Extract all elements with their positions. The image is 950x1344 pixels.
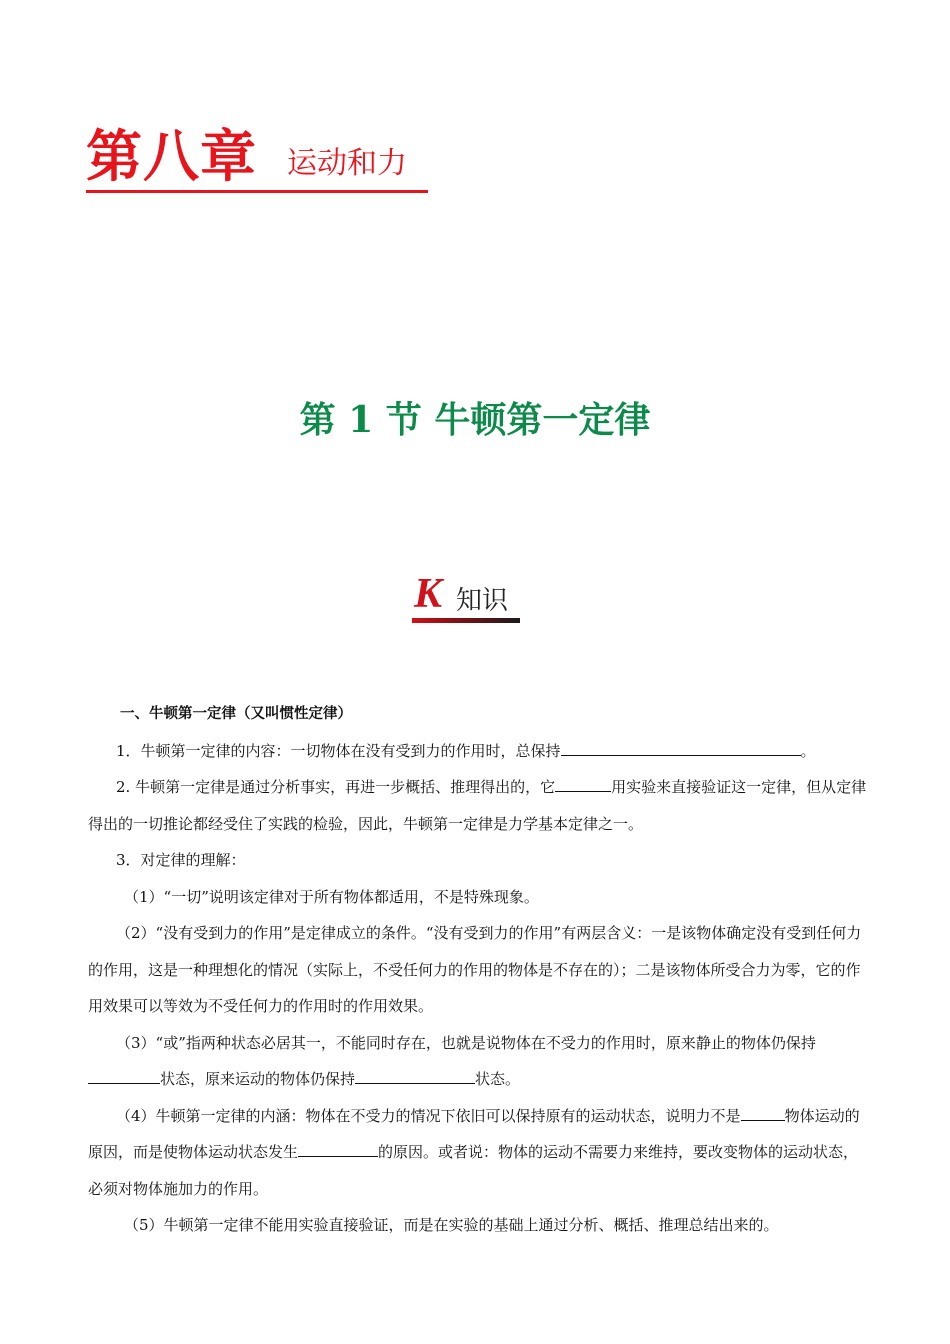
fill-blank[interactable] bbox=[741, 1102, 785, 1121]
fill-blank[interactable] bbox=[355, 1065, 475, 1084]
paragraph-1: 1．牛顿第一定律的内容：一切物体在没有受到力的作用时，总保持 。 bbox=[88, 733, 868, 770]
fill-blank[interactable] bbox=[298, 1138, 378, 1157]
paragraph-5: （2）“没有受到力的作用”是定律成立的条件。“没有受到力的作用”有两层含义：一是该物体确定没有受到任何力的作用，这是一种理想化的情况（实际上，不受任何力的作用的物体是不存在的）；二是该物体所受合力为零，它的作用效果可以等效为不受任何力的作用时的作用效果。 bbox=[88, 924, 862, 1015]
knowledge-badge-underline bbox=[412, 618, 520, 623]
paragraph-7: （4）牛顿第一定律的内涵：物体在不受力的情况下依旧可以保持原有的运动状态，说明力不是 物体运动的原因，而是使物体运动状态发生 的原因。或者说：物体的运动不需要力来维持，要改变物体的运动状态，必须对物体施加力的作用。 bbox=[88, 1098, 868, 1208]
paragraph-2: 2. 牛顿第一定律是通过分析事实，再进一步概括、推理得出的，它 用实验来直接验证这一定律，但从定律得出的一切推论都经受住了实践的检验，因此，牛顿第一定律是力学基本定律之一。 bbox=[88, 769, 868, 842]
section-title: 第 1 节 牛顿第一定律 bbox=[299, 399, 651, 441]
knowledge-badge-letter: K bbox=[414, 571, 443, 617]
chapter-name: 运动和力 bbox=[287, 146, 407, 181]
paragraph-8: （5）牛顿第一定律不能用实验直接验证，而是在实验的基础上通过分析、概括、推理总结出来的。 bbox=[124, 1216, 779, 1234]
chapter-number: 第八章 bbox=[86, 125, 257, 190]
heading-newton-first-law: 一、牛顿第一定律（又叫惯性定律） bbox=[120, 706, 352, 722]
paragraph-3: 3．对定律的理解： bbox=[116, 851, 246, 869]
paragraph-4: （1）“一切”说明该定律对于所有物体都适用，不是特殊现象。 bbox=[124, 887, 539, 906]
fill-blank[interactable] bbox=[555, 773, 611, 792]
document-body bbox=[88, 696, 868, 1244]
paragraph-6: （3）“或”指两种状态必居其一，不能同时存在，也就是说物体在不受力的作用时，原来静止的物体仍保持状态，原来运动的物体仍保持 状态。 bbox=[88, 1025, 868, 1098]
chapter-heading bbox=[86, 125, 428, 193]
fill-blank[interactable] bbox=[561, 737, 801, 756]
knowledge-badge bbox=[412, 571, 520, 624]
fill-blank[interactable] bbox=[88, 1065, 160, 1084]
knowledge-badge-text: 知识 bbox=[456, 586, 509, 616]
